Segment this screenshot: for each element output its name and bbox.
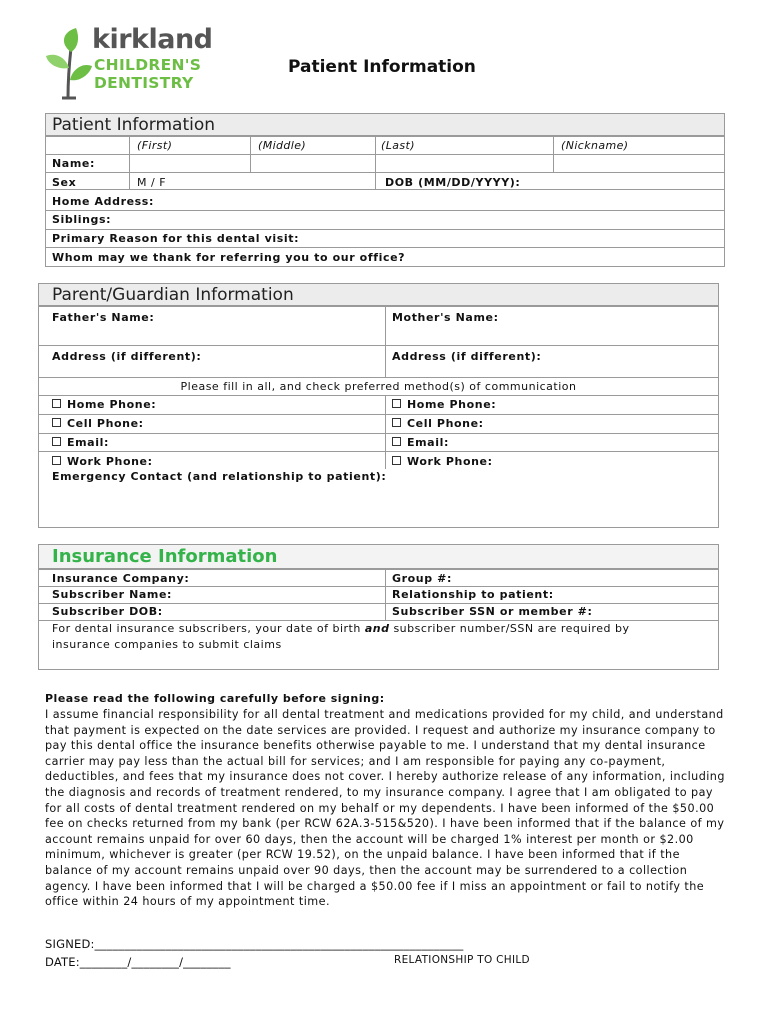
signature-line[interactable]: SIGNED:______________________________________________________________: [45, 937, 464, 951]
group-number-label: Group #:: [392, 572, 452, 585]
father-name-label: Father's Name:: [52, 311, 155, 324]
column-first: (First): [137, 139, 173, 152]
mother-email[interactable]: Email:: [392, 436, 449, 449]
insurance-company-label: Insurance Company:: [52, 572, 190, 585]
father-cell-phone[interactable]: Cell Phone:: [52, 417, 144, 430]
father-home-phone[interactable]: Home Phone:: [52, 398, 156, 411]
name-label: Name:: [52, 157, 95, 170]
dob-label: DOB (MM/DD/YYYY):: [385, 176, 521, 189]
guardian-section-title: Parent/Guardian Information: [52, 285, 294, 305]
emergency-contact-label: Emergency Contact (and relationship to patient):: [52, 470, 387, 483]
mother-cell-phone[interactable]: Cell Phone:: [392, 417, 484, 430]
referral-label: Whom may we thank for referring you to our office?: [52, 251, 406, 264]
logo: [42, 26, 212, 100]
communication-note: Please fill in all, and check preferred method(s) of communication: [180, 380, 577, 393]
mother-address-label: Address (if different):: [392, 350, 542, 363]
insurance-note: For dental insurance subscribers, your date of birth and subscriber number/SSN are required by insurance companies to submit claims: [52, 622, 630, 651]
visit-reason-label: Primary Reason for this dental visit:: [52, 232, 300, 245]
checkbox-icon[interactable]: [392, 418, 401, 427]
sprout-icon: [42, 26, 94, 100]
terms-heading: Please read the following carefully before signing:: [45, 692, 385, 705]
sex-label: Sex: [52, 176, 77, 189]
patient-section-title: Patient Information: [52, 115, 216, 135]
logo-wordmark: kirkland: [92, 24, 213, 55]
mother-work-phone[interactable]: Work Phone:: [392, 455, 493, 468]
checkbox-icon[interactable]: [392, 437, 401, 446]
insurance-section-title: Insurance Information: [52, 546, 278, 567]
checkbox-icon[interactable]: [52, 437, 61, 446]
checkbox-icon[interactable]: [52, 399, 61, 408]
column-nickname: (Nickname): [561, 139, 629, 152]
checkbox-icon[interactable]: [52, 418, 61, 427]
siblings-label: Siblings:: [52, 213, 112, 226]
relationship-to-child-label: RELATIONSHIP TO CHILD: [394, 954, 530, 966]
mother-home-phone[interactable]: Home Phone:: [392, 398, 496, 411]
checkbox-icon[interactable]: [392, 456, 401, 465]
column-last: (Last): [381, 139, 415, 152]
mother-name-label: Mother's Name:: [392, 311, 499, 324]
terms-body: I assume financial responsibility for all dental treatment and medications provided for my child, and understand that payment is expected on the date services are provided. I request and authorize my insurance company to pay this dental office the insurance benefits otherwise payable to me. I understand that my dental insurance carrier may pay less than the actual bill for services; and I am responsible for paying any co-payment, deductibles, and fees that my insurance does not cover. I hereby authorize release of any information, including the diagnosis and records of treatment rendered, to my insurance company. I agree that I am obligated to pay for all costs of dental treatment rendered on my behalf or my dependents. I have been informed of the $50.00 fee on checks returned from my bank (per RCW 62A.3-515&520). I have been informed that if the balance of my account remains unpaid for over 60 days, then the account will be charged 1% interest per month or $2.00 minimum, whichever is greater (per RCW 19.52), on the unpaid balance. I have been informed that if the balance of my account remains unpaid over 90 days, then the account may be surrendered to a collection agency. I have been informed that I will be charged a $50.00 fee if I miss an appointment or fail to notify the office within 24 hours of my appointment time.: [45, 708, 725, 909]
relationship-label: Relationship to patient:: [392, 588, 554, 601]
subscriber-ssn-label: Subscriber SSN or member #:: [392, 605, 593, 618]
date-line[interactable]: DATE:________/________/________: [45, 955, 231, 969]
logo-subtitle-2: DENTISTRY: [94, 74, 194, 92]
father-email[interactable]: Email:: [52, 436, 109, 449]
checkbox-icon[interactable]: [392, 399, 401, 408]
column-middle: (Middle): [258, 139, 307, 152]
sex-options[interactable]: M / F: [137, 176, 167, 189]
father-work-phone[interactable]: Work Phone:: [52, 455, 153, 468]
father-address-label: Address (if different):: [52, 350, 202, 363]
logo-subtitle: CHILDREN'S: [94, 56, 202, 74]
checkbox-icon[interactable]: [52, 456, 61, 465]
home-address-label: Home Address:: [52, 195, 154, 208]
document-title: Patient Information: [288, 57, 476, 77]
subscriber-dob-label: Subscriber DOB:: [52, 605, 163, 618]
subscriber-name-label: Subscriber Name:: [52, 588, 173, 601]
